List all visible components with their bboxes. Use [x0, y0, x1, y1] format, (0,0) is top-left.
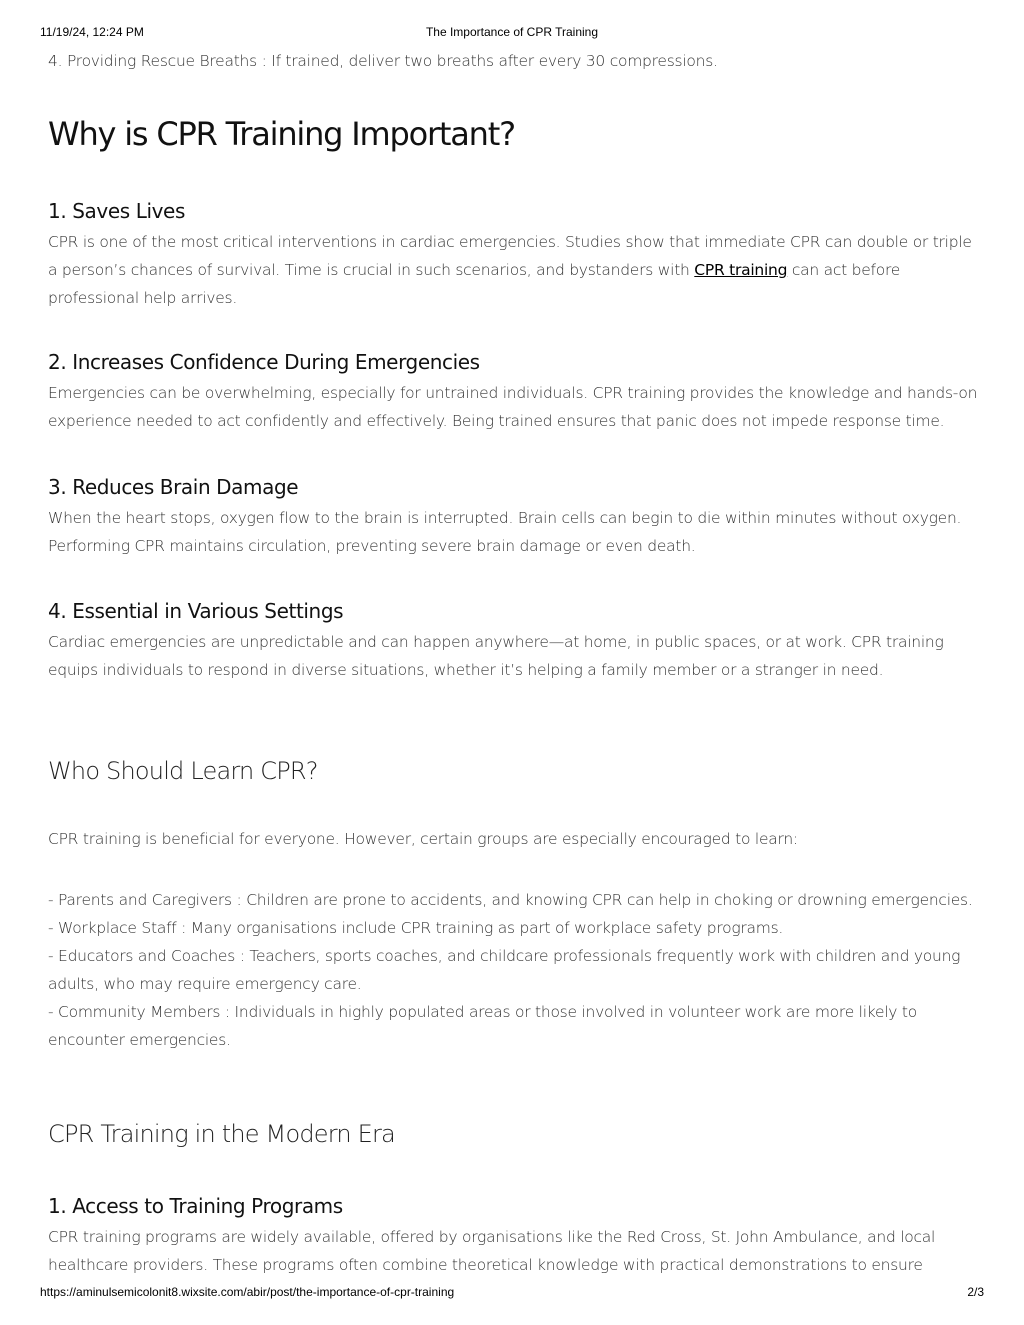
list-item: - Workplace Staff : Many organisations include CPR training as part of workplace safety programs.: [48, 919, 784, 937]
why-item-3-title: 3. Reduces Brain Damage: [48, 475, 299, 499]
why-item-3-text: When the heart stops, oxygen flow to the brain is interrupted. Brain cells can begin to die within minutes without oxygen. Performing CPR maintains circulation, preventing severe brain damage or even death.: [48, 509, 962, 555]
who-heading: Who Should Learn CPR?: [48, 757, 318, 785]
why-item-2-title: 2. Increases Confidence During Emergencies: [48, 350, 480, 374]
who-intro-text: CPR training is beneficial for everyone. However, certain groups are especially encouraged to learn:: [48, 830, 798, 848]
print-page-title: The Importance of CPR Training: [425, 25, 599, 39]
why-heading: Why is CPR Training Important?: [48, 115, 515, 153]
list-item: - Community Members : Individuals in highly populated areas or those involved in volunteer work are more likely to encounter emergencies.: [48, 1003, 917, 1049]
modern-item-1-text: CPR training programs are widely available, offered by organisations like the Red Cross, St. John Ambulance, and local healthcare providers. These programs often combine theoretical knowledge with practical demonstrations to ensure: [48, 1228, 936, 1274]
why-item-4-text: Cardiac emergencies are unpredictable and can happen anywhere—at home, in public spaces, or at work. CPR training equips individuals to respond in diverse situations, whether it’s helping a family member or a stranger in need.: [48, 633, 944, 679]
why-item-1-text: CPR is one of the most critical interventions in cardiac emergencies. Studies show that immediate CPR can double or triple a person’s chances of survival. Time is crucial in such scenarios, and bystanders with CPR training can act before professional help arrives.: [48, 233, 972, 307]
print-url: https://aminulsemicolonit8.wixsite.com/abir/post/the-importance-of-cpr-training: [40, 1285, 455, 1299]
list-item: - Parents and Caregivers : Children are prone to accidents, and knowing CPR can help in choking or drowning emergencies.: [48, 891, 973, 909]
print-date: 11/19/24, 12:24 PM: [40, 25, 144, 39]
intro-step-text: 4. Providing Rescue Breaths : If trained, deliver two breaths after every 30 compressions.: [48, 52, 718, 70]
why-item-4-title: 4. Essential in Various Settings: [48, 599, 344, 623]
print-footer: [40, 1285, 984, 1301]
cpr-training-link[interactable]: CPR training: [694, 261, 788, 279]
article-content: [48, 0, 978, 1280]
modern-item-1-title: 1. Access to Training Programs: [48, 1194, 343, 1218]
why-item-2-text: Emergencies can be overwhelming, especially for untrained individuals. CPR training provides the knowledge and hands-on experience needed to act confidently and effectively. Being trained ensures that panic does not impede response time.: [48, 384, 978, 430]
who-list: [48, 886, 978, 1054]
page-number: 2/3: [967, 1285, 984, 1299]
why-item-1-title: 1. Saves Lives: [48, 199, 185, 223]
list-item: - Educators and Coaches : Teachers, sports coaches, and childcare professionals frequently work with children and young adults, who may require emergency care.: [48, 947, 961, 993]
modern-heading: CPR Training in the Modern Era: [48, 1120, 395, 1148]
